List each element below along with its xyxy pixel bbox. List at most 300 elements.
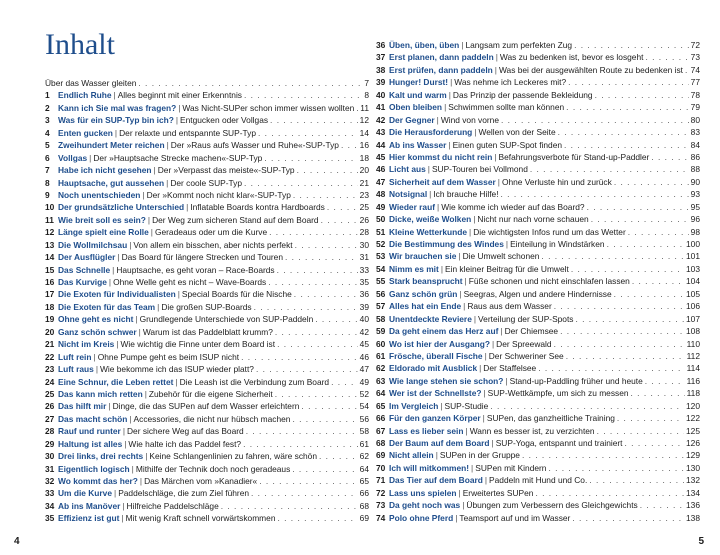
toc-entry-page: 58 bbox=[359, 426, 369, 437]
toc-entry[interactable] bbox=[376, 289, 700, 301]
separator: | bbox=[484, 475, 488, 486]
dot-leader bbox=[614, 289, 684, 299]
toc-entry-title: Enten gucken bbox=[58, 127, 113, 138]
toc-entry-subtitle: Ein kleiner Beitrag für die Umwelt bbox=[445, 263, 569, 274]
separator: | bbox=[116, 339, 119, 350]
toc-entry-number: 14 bbox=[45, 252, 55, 263]
separator: | bbox=[150, 227, 153, 238]
toc-entry[interactable] bbox=[45, 302, 369, 314]
toc-entry-number: 68 bbox=[376, 438, 386, 448]
dot-leader bbox=[356, 103, 358, 113]
toc-entry[interactable] bbox=[376, 152, 700, 164]
toc-entry-subtitle: Wie komme ich wieder auf das Board? bbox=[441, 201, 585, 212]
separator: | bbox=[479, 363, 482, 374]
toc-entry-subtitle: Mithilfe der Technik doch noch geradeaus bbox=[135, 463, 291, 474]
toc-entry-page: 80 bbox=[690, 114, 700, 125]
toc-entry-subtitle: SUP-Yoga, entspannt und trainiert bbox=[495, 438, 623, 448]
toc-entry-number: 32 bbox=[45, 476, 55, 486]
dot-leader bbox=[685, 65, 689, 75]
toc-entry[interactable] bbox=[376, 189, 700, 201]
toc-entry-page: 64 bbox=[359, 463, 369, 474]
toc-entry-page: 120 bbox=[686, 400, 700, 411]
toc-entry[interactable] bbox=[376, 251, 700, 263]
toc-entry-subtitle: Nicht nur nach vorne schauen bbox=[477, 214, 589, 225]
toc-entry[interactable] bbox=[45, 265, 369, 277]
toc-entry-number: 21 bbox=[45, 339, 55, 350]
toc-entry-number: 53 bbox=[376, 251, 386, 262]
toc-entry[interactable] bbox=[45, 327, 369, 339]
toc-entry[interactable] bbox=[45, 140, 369, 152]
toc-entry-page: 126 bbox=[686, 438, 700, 448]
toc-entry[interactable] bbox=[376, 314, 700, 326]
separator: | bbox=[145, 451, 148, 462]
toc-entry-number: 61 bbox=[376, 350, 386, 361]
toc-entry[interactable] bbox=[45, 476, 369, 488]
toc-entry-title: Erst planen, dann paddeln bbox=[389, 52, 494, 63]
toc-entry-number: 3 bbox=[45, 115, 50, 126]
toc-entry-page: 98 bbox=[690, 226, 700, 237]
toc-entry-title: Die Herausforderung bbox=[389, 127, 473, 138]
toc-entry-subtitle: Der »Verpasst das meiste«-SUP-Typ bbox=[157, 165, 295, 176]
toc-entry-number: 64 bbox=[376, 388, 386, 399]
toc-entry-subtitle: Was Nicht-SUPer schon immer wissen wollten bbox=[182, 102, 355, 113]
toc-entry-page: 125 bbox=[686, 425, 700, 436]
dot-leader bbox=[221, 501, 358, 511]
separator: | bbox=[175, 115, 179, 126]
toc-entry[interactable] bbox=[376, 65, 700, 77]
toc-entry-page: 21 bbox=[359, 177, 369, 188]
toc-entry[interactable] bbox=[376, 376, 700, 388]
dot-leader bbox=[538, 363, 684, 373]
toc-entry-subtitle: Stand-up-Paddling früher und heute bbox=[509, 375, 643, 386]
toc-entry-page: 26 bbox=[359, 214, 369, 225]
toc-entry-title: Noch unentschieden bbox=[58, 189, 141, 200]
toc-entry-title: Im Vergleich bbox=[389, 400, 439, 411]
toc-entry[interactable] bbox=[376, 127, 700, 139]
dot-leader bbox=[595, 90, 689, 100]
dot-leader bbox=[548, 463, 684, 473]
toc-entry-subtitle: Wie wichtig die Finne unter dem Board ist bbox=[120, 339, 276, 350]
dot-leader bbox=[645, 52, 688, 62]
toc-entry[interactable] bbox=[376, 214, 700, 226]
toc-entry[interactable] bbox=[376, 239, 700, 251]
toc-entry-page: 86 bbox=[690, 151, 700, 162]
toc-entry[interactable] bbox=[45, 426, 369, 438]
toc-entry-subtitle: Was zu bedenken ist, bevor es losgeht bbox=[499, 52, 644, 63]
toc-entry-number: 67 bbox=[376, 425, 386, 436]
toc-entry[interactable] bbox=[45, 513, 369, 525]
toc-entry[interactable] bbox=[376, 264, 700, 276]
toc-entry[interactable] bbox=[376, 102, 700, 114]
toc-entry[interactable] bbox=[376, 177, 700, 189]
toc-entry-number: 20 bbox=[45, 326, 55, 337]
toc-entry-title: Drei links, drei rechts bbox=[58, 451, 144, 462]
toc-entry-number: 1 bbox=[45, 90, 50, 101]
toc-entry-subtitle: Accessories, die nicht nur hübsch machen bbox=[133, 413, 291, 424]
toc-entry-page: 96 bbox=[690, 214, 700, 225]
toc-entry[interactable] bbox=[45, 115, 369, 127]
separator: | bbox=[139, 476, 143, 486]
toc-entry[interactable] bbox=[45, 451, 369, 463]
toc-entry[interactable] bbox=[45, 352, 369, 364]
toc-entry[interactable] bbox=[376, 463, 700, 475]
toc-entry[interactable] bbox=[376, 438, 700, 450]
toc-entry-subtitle: Einen guten SUP-Spot finden bbox=[452, 139, 563, 150]
toc-entry[interactable] bbox=[45, 215, 369, 227]
dot-leader bbox=[321, 215, 358, 225]
toc-entry[interactable] bbox=[376, 77, 700, 89]
toc-entry-number: 17 bbox=[45, 289, 55, 300]
toc-entry-page: 103 bbox=[686, 263, 700, 274]
dot-leader bbox=[597, 426, 684, 436]
separator: | bbox=[495, 52, 498, 63]
dot-leader bbox=[501, 189, 689, 199]
toc-entry-title: Der grundsätzliche Unterschied bbox=[58, 202, 185, 213]
separator: | bbox=[117, 252, 120, 263]
toc-entry-title: Ganz schön schwer bbox=[58, 326, 137, 337]
dot-leader bbox=[341, 140, 358, 150]
toc-entry-title: Da geht noch was bbox=[389, 500, 461, 511]
toc-entry-title: Hier kommst du nicht rein bbox=[389, 151, 493, 162]
separator: | bbox=[500, 326, 503, 337]
toc-entry[interactable] bbox=[45, 90, 369, 102]
toc-entry[interactable] bbox=[376, 401, 700, 413]
toc-entry-subtitle: Von allem ein bisschen, aber nichts perfekt bbox=[133, 239, 293, 250]
toc-entry-title: Ab ins Manöver bbox=[58, 500, 121, 511]
toc-entry-number: 24 bbox=[45, 376, 55, 387]
toc-entry-number: 5 bbox=[45, 140, 50, 151]
toc-entry-subtitle: Wie halte ich das Paddel fest? bbox=[128, 438, 242, 449]
page-title: Inhalt bbox=[45, 28, 115, 61]
dot-leader bbox=[501, 115, 689, 125]
toc-entry[interactable] bbox=[376, 488, 700, 500]
separator: | bbox=[463, 301, 466, 312]
toc-entry-title: Frösche, überall Fische bbox=[389, 350, 483, 361]
dot-leader bbox=[295, 240, 358, 250]
toc-entry-title: Hauptsache, gut aussehen bbox=[58, 177, 165, 188]
dot-leader bbox=[277, 265, 358, 275]
toc-entry[interactable] bbox=[45, 153, 369, 165]
dot-leader bbox=[564, 140, 689, 150]
toc-entry-page: 42 bbox=[359, 326, 369, 337]
toc-entry-subtitle: Der sichere Weg auf das Board bbox=[127, 426, 244, 437]
toc-entry-title: Wie breit soll es sein? bbox=[58, 214, 146, 225]
dot-leader bbox=[522, 450, 684, 460]
separator: | bbox=[482, 413, 485, 424]
toc-entry-title: Eine Schnur, die Leben rettet bbox=[58, 376, 174, 387]
toc-entry-number: 18 bbox=[45, 301, 55, 312]
toc-entry-page: 138 bbox=[686, 512, 700, 523]
toc-entry[interactable] bbox=[45, 339, 369, 351]
separator: | bbox=[440, 263, 443, 274]
dot-leader bbox=[270, 115, 358, 125]
toc-entry-subtitle: Ich brauche Hilfe! bbox=[433, 189, 499, 200]
dot-leader bbox=[331, 377, 358, 387]
toc-entry[interactable] bbox=[376, 363, 700, 375]
toc-entry-subtitle: Ohne Welle geht es nicht – Wave-Boards bbox=[113, 277, 267, 287]
toc-entry-page: 73 bbox=[690, 52, 700, 63]
toc-entry-number: 69 bbox=[376, 450, 386, 461]
toc-entry-page: 79 bbox=[690, 102, 700, 113]
dot-leader bbox=[254, 302, 358, 312]
toc-entry[interactable] bbox=[45, 227, 369, 239]
toc-entry-page: 93 bbox=[690, 189, 700, 200]
toc-entry-title: Für den ganzen Körper bbox=[389, 413, 481, 424]
toc-entry[interactable] bbox=[45, 103, 369, 115]
dot-leader bbox=[285, 252, 358, 262]
separator: | bbox=[121, 513, 124, 524]
toc-entry-number: 34 bbox=[45, 500, 55, 511]
toc-entry[interactable] bbox=[45, 464, 369, 476]
dot-leader bbox=[541, 251, 684, 261]
toc-entry-title: Unentdeckte Reviere bbox=[389, 313, 472, 324]
toc-entry-title: Lass es lieber sein bbox=[389, 425, 464, 436]
toc-entry-page: 12 bbox=[359, 115, 369, 126]
dot-leader bbox=[264, 153, 357, 163]
toc-entry-number: 50 bbox=[376, 214, 386, 225]
toc-entry-title: Eldorado mit Ausblick bbox=[389, 363, 478, 374]
toc-entry-number: 44 bbox=[376, 139, 386, 150]
toc-entry-title: Haltung ist alles bbox=[58, 438, 123, 449]
dot-leader bbox=[554, 301, 684, 311]
separator: | bbox=[435, 450, 438, 461]
dot-leader bbox=[575, 314, 684, 324]
separator: | bbox=[458, 487, 461, 498]
toc-entry-page: 74 bbox=[690, 64, 700, 75]
toc-entry[interactable] bbox=[376, 426, 700, 438]
toc-entry[interactable] bbox=[376, 475, 700, 487]
toc-entry[interactable] bbox=[45, 252, 369, 264]
separator: | bbox=[429, 189, 432, 200]
toc-entry-page: 77 bbox=[690, 77, 700, 88]
toc-entry-page: 104 bbox=[686, 276, 700, 287]
separator: | bbox=[505, 239, 509, 249]
toc-entry[interactable] bbox=[376, 351, 700, 363]
toc-entry-subtitle: Der Weg zum sicheren Stand auf dem Board bbox=[152, 214, 319, 225]
toc-entry-number: 60 bbox=[376, 338, 386, 349]
toc-entry-page: 8 bbox=[364, 90, 369, 101]
separator: | bbox=[459, 288, 462, 299]
toc-entry[interactable] bbox=[45, 165, 369, 177]
toc-entry[interactable] bbox=[45, 128, 369, 140]
toc-entry[interactable] bbox=[45, 277, 369, 289]
separator: | bbox=[95, 364, 99, 375]
dot-leader bbox=[258, 128, 358, 138]
toc-entry-page: 25 bbox=[359, 202, 369, 213]
toc-entry[interactable] bbox=[45, 364, 369, 376]
toc-entry-number: 46 bbox=[376, 164, 386, 175]
toc-intro-page: 7 bbox=[364, 78, 369, 88]
toc-entry[interactable] bbox=[45, 289, 369, 301]
separator: | bbox=[484, 350, 487, 361]
toc-entry-number: 12 bbox=[45, 227, 55, 238]
toc-entry[interactable] bbox=[376, 276, 700, 288]
toc-entry-subtitle: Grundlegende Unterschiede von SUP-Paddeln bbox=[139, 314, 314, 325]
dot-leader bbox=[568, 77, 689, 87]
toc-entry[interactable] bbox=[45, 488, 369, 500]
toc-entry-subtitle: Inflatable Boards kontra Hardboards bbox=[190, 202, 325, 213]
toc-entry-title: Alles hat ein Ende bbox=[389, 301, 462, 312]
separator: | bbox=[122, 500, 125, 511]
toc-entry[interactable] bbox=[45, 501, 369, 513]
toc-entry[interactable] bbox=[376, 326, 700, 338]
toc-entry-title: Hunger! Durst! bbox=[389, 77, 449, 88]
toc-entry[interactable] bbox=[45, 240, 369, 252]
toc-entry-subtitle: Hauptsache, es geht voran – Race-Boards bbox=[116, 264, 275, 275]
toc-entry[interactable] bbox=[376, 339, 700, 351]
toc-entry-number: 43 bbox=[376, 127, 386, 138]
toc-entry-title: Habe ich nicht gesehen bbox=[58, 165, 152, 176]
dot-leader bbox=[530, 164, 689, 174]
toc-intro-title: Über das Wasser gleiten bbox=[45, 78, 137, 88]
toc-entry-title: Das hilft mir bbox=[58, 401, 107, 412]
toc-entry-subtitle: Dinge, die das SUPen auf dem Wasser erleichtern bbox=[112, 401, 300, 412]
separator: | bbox=[473, 214, 476, 225]
separator: | bbox=[437, 201, 440, 212]
toc-entry-number: 13 bbox=[45, 239, 55, 250]
toc-entry[interactable] bbox=[376, 513, 700, 525]
separator: | bbox=[129, 413, 132, 424]
toc-entry[interactable] bbox=[376, 388, 700, 400]
toc-entry[interactable] bbox=[45, 178, 369, 190]
toc-entry-title: Kalt und warm bbox=[389, 89, 447, 100]
toc-entry[interactable] bbox=[376, 52, 700, 64]
dot-leader bbox=[275, 327, 358, 337]
toc-entry[interactable] bbox=[45, 314, 369, 326]
toc-entry-number: 74 bbox=[376, 512, 386, 523]
toc-entry[interactable] bbox=[376, 500, 700, 512]
separator: | bbox=[108, 277, 112, 287]
toc-entry-title: Vollgas bbox=[58, 152, 88, 163]
toc-entry-number: 47 bbox=[376, 176, 386, 187]
toc-entry-title: Nicht im Kreis bbox=[58, 339, 115, 350]
toc-entry-number: 56 bbox=[376, 288, 386, 299]
toc-entry-page: 65 bbox=[359, 476, 369, 486]
dot-leader bbox=[319, 451, 358, 461]
toc-intro[interactable] bbox=[45, 78, 369, 90]
toc-entry[interactable] bbox=[45, 202, 369, 214]
toc-entry-title: Das macht schön bbox=[58, 413, 128, 424]
dot-leader bbox=[566, 102, 689, 112]
toc-entry-subtitle: Schwimmen sollte man können bbox=[448, 102, 565, 113]
toc-entry-number: 22 bbox=[45, 351, 55, 362]
toc-entry[interactable] bbox=[376, 301, 700, 313]
toc-entry-subtitle: Erweitertes SUPen bbox=[462, 487, 534, 498]
separator: | bbox=[157, 301, 160, 312]
dot-leader bbox=[294, 289, 358, 299]
dot-leader bbox=[251, 488, 358, 498]
toc-entry[interactable] bbox=[376, 40, 700, 52]
toc-entry-page: 101 bbox=[686, 251, 700, 262]
toc-entry-title: Wer ist der Schnellste? bbox=[389, 388, 482, 399]
toc-entry[interactable] bbox=[45, 389, 369, 401]
toc-entry-number: 29 bbox=[45, 438, 55, 449]
toc-entry-page: 35 bbox=[359, 277, 369, 287]
toc-entry-page: 62 bbox=[359, 451, 369, 462]
dot-leader bbox=[631, 388, 685, 398]
toc-entry-title: Die Bestimmung des Windes bbox=[389, 239, 504, 249]
dot-leader bbox=[244, 90, 362, 100]
separator: | bbox=[494, 64, 497, 75]
toc-entry-number: 54 bbox=[376, 263, 386, 274]
toc-entry[interactable] bbox=[376, 115, 700, 127]
toc-entry-page: 69 bbox=[359, 513, 369, 524]
separator: | bbox=[124, 438, 127, 449]
toc-entry-title: Ohne geht es nicht bbox=[58, 314, 134, 325]
toc-entry-title: Zweihundert Meter reichen bbox=[58, 140, 165, 151]
separator: | bbox=[461, 40, 464, 50]
toc-entry[interactable] bbox=[376, 202, 700, 214]
toc-entry-number: 52 bbox=[376, 239, 386, 249]
toc-entry-subtitle: Füße schonen und nicht einschlafen lassen bbox=[468, 276, 630, 287]
toc-entry-number: 48 bbox=[376, 189, 386, 200]
toc-entry-page: 114 bbox=[686, 363, 700, 374]
separator: | bbox=[147, 214, 151, 225]
toc-entry-title: Polo ohne Pferd bbox=[389, 512, 454, 523]
toc-entry-subtitle: Der »Kommt noch nicht klar«-SUP-Typ bbox=[146, 189, 291, 200]
dot-leader bbox=[301, 401, 357, 411]
toc-entry[interactable] bbox=[45, 414, 369, 426]
separator: | bbox=[153, 165, 156, 176]
separator: | bbox=[448, 139, 451, 150]
toc-entry[interactable] bbox=[376, 227, 700, 239]
toc-entry[interactable] bbox=[376, 90, 700, 102]
toc-entry[interactable] bbox=[376, 413, 700, 425]
toc-entry-number: 41 bbox=[376, 102, 386, 113]
toc-entry-subtitle: SUP-Touren bei Vollmond bbox=[431, 164, 528, 175]
toc-entry-subtitle: Mit wenig Kraft schnell vorwärtskommen bbox=[125, 513, 276, 524]
toc-entry-page: 116 bbox=[686, 375, 700, 386]
toc-entry-page: 61 bbox=[359, 438, 369, 449]
toc-entry-subtitle: Der Chiemsee bbox=[504, 326, 559, 337]
toc-entry[interactable] bbox=[45, 190, 369, 202]
toc-entry-page: 129 bbox=[686, 450, 700, 461]
toc-entry-number: 42 bbox=[376, 114, 386, 125]
toc-entry-subtitle: SUP-Studie bbox=[444, 400, 489, 411]
separator: | bbox=[177, 289, 180, 300]
toc-entry-subtitle: Paddeln mit Hund und Co. bbox=[489, 475, 588, 486]
toc-entry-number: 66 bbox=[376, 413, 386, 424]
dot-leader bbox=[244, 178, 358, 188]
toc-entry[interactable] bbox=[45, 401, 369, 413]
toc-entry-title: Die Exoten für Individualisten bbox=[58, 289, 176, 300]
toc-entry[interactable] bbox=[45, 377, 369, 389]
toc-entry[interactable] bbox=[376, 450, 700, 462]
toc-right-column bbox=[376, 40, 700, 525]
toc-entry[interactable] bbox=[376, 164, 700, 176]
separator: | bbox=[427, 164, 430, 175]
toc-entry[interactable] bbox=[376, 140, 700, 152]
toc-entry-number: 49 bbox=[376, 201, 386, 212]
toc-entry-title: Luft raus bbox=[58, 364, 94, 375]
toc-entry-number: 6 bbox=[45, 152, 50, 163]
toc-entry[interactable] bbox=[45, 439, 369, 451]
toc-entry-number: 27 bbox=[45, 413, 55, 424]
toc-entry-subtitle: Das Märchen vom »Kanadier« bbox=[144, 476, 258, 486]
toc-entry-page: 18 bbox=[359, 152, 369, 163]
dot-leader bbox=[268, 277, 357, 287]
toc-entry-subtitle: Das Prinzip der passende Bekleidung bbox=[452, 89, 593, 100]
toc-entry-title: Sicherheit auf dem Wasser bbox=[389, 176, 496, 187]
toc-entry-number: 9 bbox=[45, 189, 50, 200]
toc-entry-title: Notsignal bbox=[389, 189, 428, 200]
toc-entry-number: 7 bbox=[45, 165, 50, 176]
toc-entry-title: Ganz schön grün bbox=[389, 288, 458, 299]
toc-entry-subtitle: Alles beginnt mit einer Erkenntnis bbox=[117, 90, 242, 101]
separator: | bbox=[175, 376, 178, 387]
toc-entry-title: Der Baum auf dem Board bbox=[389, 438, 490, 448]
toc-entry-number: 31 bbox=[45, 463, 55, 474]
